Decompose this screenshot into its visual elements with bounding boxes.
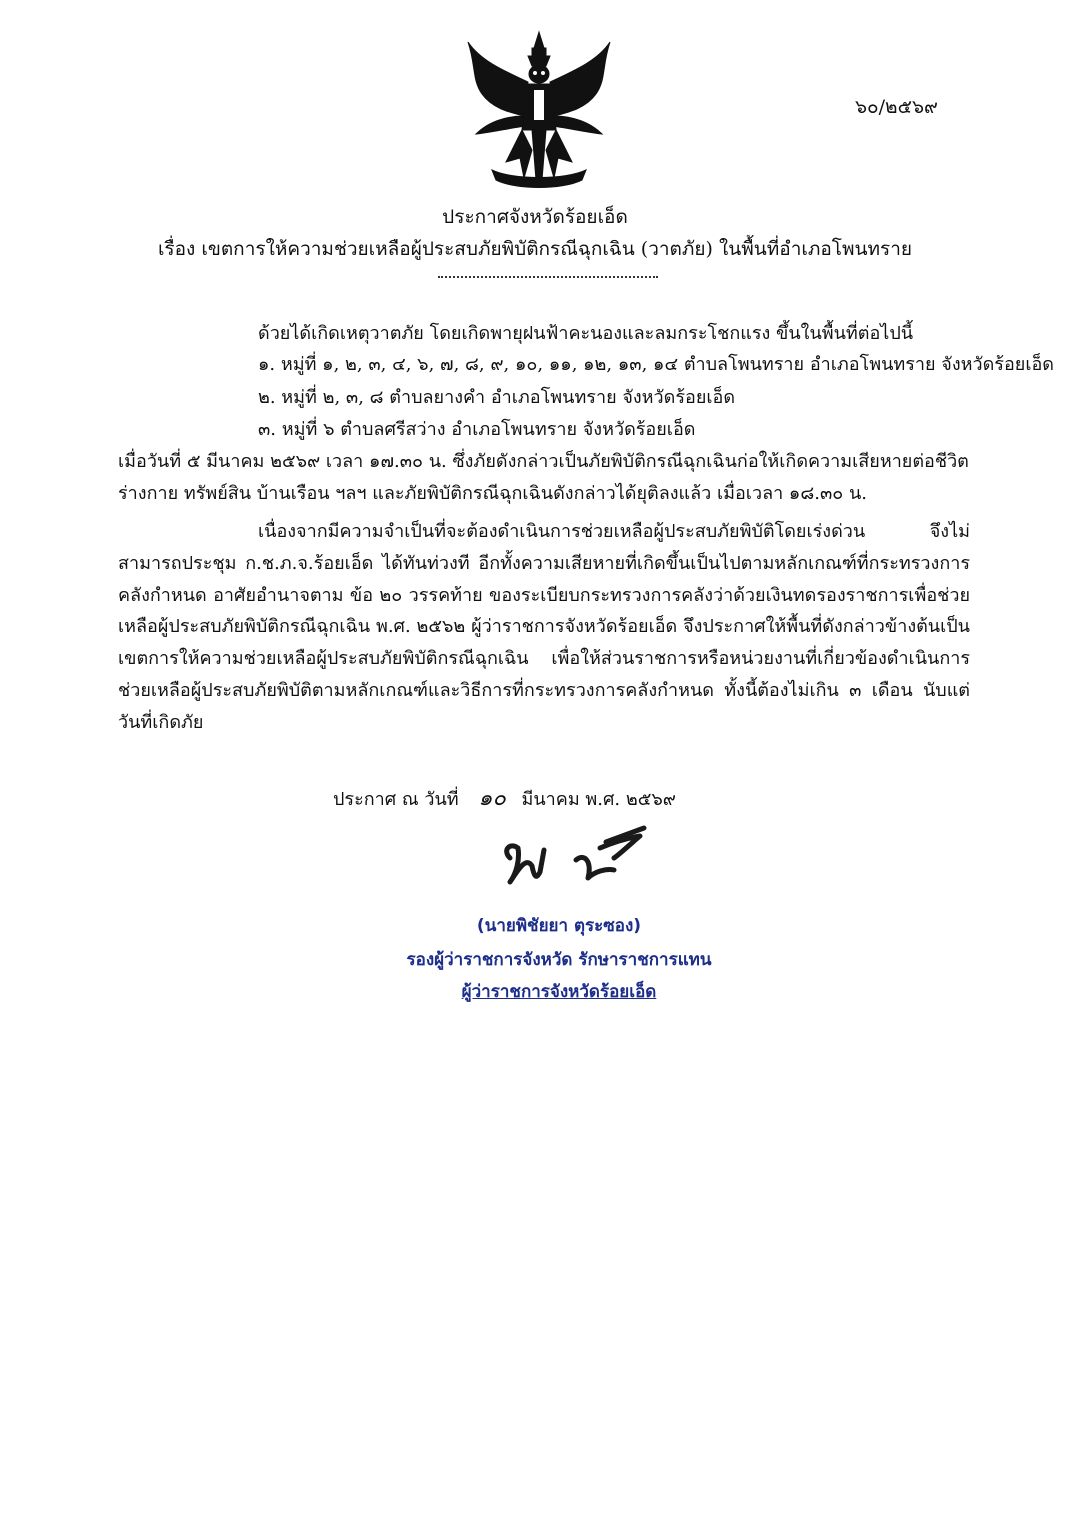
document-number: ๖๐/๒๕๖๙ bbox=[855, 96, 938, 118]
announcement-title: ประกาศจังหวัดร้อยเอ็ด bbox=[442, 206, 628, 228]
announcement-date bbox=[333, 780, 676, 815]
intro-line: ด้วยได้เกิดเหตุวาตภัย โดยเกิดพายุฝนฟ้าคะนองและลมกระโชกแรง ขึ้นในพื้นที่ต่อไปนี้ bbox=[258, 323, 914, 344]
announcement-day: ๑๐ bbox=[478, 786, 506, 811]
signatory-office-text: ผู้ว่าราชการจังหวัดร้อยเอ็ด bbox=[461, 982, 657, 1002]
area-item-3: ๓. หมู่ที่ ๖ ตำบลศรีสว่าง อำเภอโพนทราย จังหวัดร้อยเอ็ด bbox=[258, 419, 696, 440]
announcement-month-year: มีนาคม พ.ศ. ๒๕๖๙ bbox=[521, 789, 676, 810]
title-divider bbox=[438, 276, 658, 278]
signatory-name: (นายพิชัยยา ตุระซอง) bbox=[476, 916, 642, 936]
signatory-office bbox=[24, 978, 1070, 1005]
event-line-1: เมื่อวันที่ ๕ มีนาคม ๒๕๖๙ เวลา ๑๗.๓๐ น. ซึ่งภัยดังกล่าวเป็นภัยพิบัติกรณีฉุกเฉินก่อให้เกิดความเสียหายต่อชีวิต bbox=[118, 451, 969, 472]
announcement-date-prefix: ประกาศ ณ วันที่ bbox=[333, 789, 459, 810]
event-line-2: ร่างกาย ทรัพย์สิน บ้านเรือน ฯลฯ และภัยพิบัติกรณีฉุกเฉินดังกล่าวได้ยุติลงแล้ว เมื่อเวลา ๑๘.๓๐ น. bbox=[118, 483, 867, 504]
area-item-2: ๒. หมู่ที่ ๒, ๓, ๘ ตำบลยางคำ อำเภอโพนทราย จังหวัดร้อยเอ็ด bbox=[258, 387, 736, 408]
signatory-position: รองผู้ว่าราชการจังหวัด รักษาราชการแทน bbox=[406, 950, 712, 970]
justification-paragraph: เนื่องจากมีความจำเป็นที่จะต้องดำเนินการช่วยเหลือผู้ประสบภัยพิบัติโดยเร่งด่วน จึงไม่สามารถประชุม ก.ช.ภ.จ.ร้อยเอ็ด ได้ทันท่วงที อีกทั้งความเสียหายที่เกิดขึ้นเป็นไปตามหลักเกณฑ์ที่กระทรวงการคลังกำหนด อาศัยอำนาจตาม ข้อ ๒๐ วรรคท้าย ของระเบียบกระทรวงการคลังว่าด้วยเงินทดรองราชการเพื่อช่วยเหลือผู้ประสบภัยพิบัติกรณีฉุกเฉิน พ.ศ. ๒๕๖๒ ผู้ว่าราชการจังหวัดร้อยเอ็ด จึงประกาศให้พื้นที่ดังกล่าวข้างต้นเป็นเขตการให้ความช่วยเหลือผู้ประสบภัยพิบัติกรณีฉุกเฉิน เพื่อให้ส่วนราชการหรือหน่วยงานที่เกี่ยวข้องดำเนินการช่วยเหลือผู้ประสบภัยพิบัติตามหลักเกณฑ์และวิธีการที่กระทรวงการคลังกำหนด ทั้งนี้ต้องไม่เกิน ๓ เดือน นับแต่วันที่เกิดภัย bbox=[118, 521, 970, 733]
garuda-emblem-icon bbox=[462, 30, 617, 192]
announcement-subject: เรื่อง เขตการให้ความช่วยเหลือผู้ประสบภัยพิบัติกรณีฉุกเฉิน (วาตภัย) ในพื้นที่อำเภอโพนทราย bbox=[157, 238, 913, 260]
area-item-1: ๑. หมู่ที่ ๑, ๒, ๓, ๔, ๖, ๗, ๘, ๙, ๑๐, ๑๑, ๑๒, ๑๓, ๑๔ ตำบลโพนทราย อำเภอโพนทราย จังหวัดร้อยเอ็ด bbox=[258, 354, 1054, 375]
handwritten-signature-icon bbox=[496, 820, 656, 890]
